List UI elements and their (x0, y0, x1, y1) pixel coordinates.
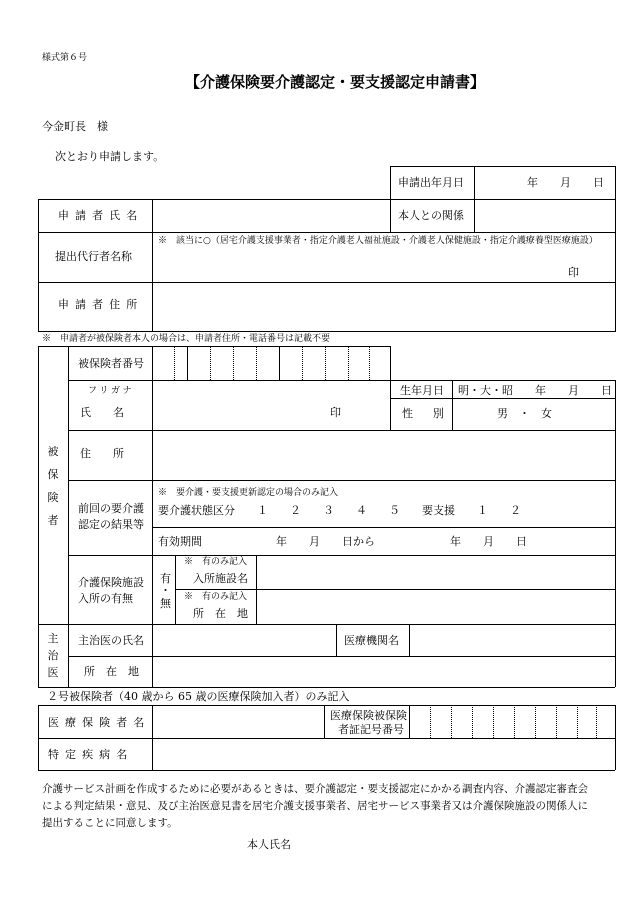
doctor-name-label: 主治医の氏名 (78, 634, 144, 647)
relation-label: 本人との関係 (398, 209, 464, 222)
insured-section-label: 被保険者 (47, 445, 59, 527)
facility-yes-option[interactable]: 有 (160, 572, 171, 585)
disease-field[interactable] (154, 739, 613, 769)
insured-number-field[interactable] (154, 347, 389, 379)
institution-label: 医療機関名 (344, 634, 399, 647)
consent-line-2: による判定結果・意見、及び主治医意見書を居宅介護支援事業者、居宅サービス事業者又は介護保険施設の関係人に (42, 800, 588, 812)
facility-no-option[interactable]: 無 (160, 597, 171, 610)
doctor-section-label: 主治医 (47, 632, 59, 679)
proxy-label: 提出代行者名称 (55, 250, 132, 263)
application-date-field[interactable]: 年 月 日 (527, 176, 604, 189)
applicant-name-label: 申請者氏名 (58, 209, 144, 222)
insured-address-field[interactable] (154, 431, 613, 479)
consent-line-1: 介護サービス計画を作成するために必要があるときは、要介護認定・要支援認定にかかる調査内容、介護認定審査会 (42, 783, 588, 795)
doctor-address-label: 所 在 地 (84, 665, 139, 678)
form-number: 様式第６号 (42, 53, 88, 63)
previous-result-label-2: 認定の結果等 (78, 518, 144, 531)
card-number-label-1: 医療保険被保険 (330, 709, 407, 722)
validity-from-field[interactable]: 年 月 日から (276, 535, 375, 548)
applicant-address-field[interactable] (154, 283, 613, 330)
consent-line-3: 提出することに同意します。 (42, 817, 178, 829)
insured-seal: 印 (330, 406, 341, 419)
insured-name-field[interactable] (154, 381, 389, 429)
facility-name-field[interactable] (258, 556, 613, 588)
facility-label-1: 介護保険施設 (78, 576, 144, 589)
facility-name-label: 入所施設名 (193, 572, 248, 585)
signature-field[interactable] (300, 834, 500, 852)
relation-field[interactable] (476, 200, 613, 231)
previous-result-note: ※ 要介護・要支援更新認定の場合のみ記入 (158, 488, 339, 498)
furigana-label: フリガナ (88, 386, 135, 396)
disease-label: 特定疾病名 (48, 748, 134, 761)
applicant-name-field[interactable] (154, 200, 388, 231)
facility-address-label: 所 在 地 (193, 607, 248, 620)
note-applicant: ※ 申請者が被保険者本人の場合は、申請者住所・電話番号は記載不要 (42, 334, 331, 344)
proxy-note: ※ 該当に○（居宅介護支援事業者・指定介護老人福祉施設・介護老人保健施設・指定介護療養型医療施設） (158, 236, 598, 246)
care-level-options[interactable]: 要介護状態区分 １ ２ ３ ４ ５ 要支援 １ ２ (158, 504, 521, 517)
insured-number-label: 被保険者番号 (78, 357, 144, 370)
insured-name-label: 氏 名 (80, 406, 124, 419)
note-secondary: ２号被保険者（40 歳から 65 歳の医療保険加入者）のみ記入 (47, 690, 350, 703)
facility-dot: ・ (160, 584, 171, 597)
doctor-address-field[interactable] (154, 657, 613, 686)
validity-to-field[interactable]: 年 月 日 (450, 535, 527, 548)
application-date-label: 申請出年月日 (398, 176, 464, 189)
addressee: 今金町長 様 (42, 120, 108, 133)
facility-label-2: 入所の有無 (78, 592, 133, 605)
validity-label: 有効期間 (158, 535, 202, 548)
facility-note-1: ※ 有のみ記入 (184, 557, 248, 567)
doctor-name-field[interactable] (154, 625, 334, 655)
insured-address-label: 住 所 (80, 447, 124, 460)
previous-result-label-1: 前回の要介護 (78, 502, 144, 515)
birth-label: 生年月日 (400, 384, 444, 397)
facility-note-2: ※ 有のみ記入 (184, 592, 248, 602)
card-number-label-2: 者証記号番号 (338, 723, 404, 736)
facility-address-field[interactable] (258, 590, 613, 623)
form-title: 【介護保険要介護認定・要支援認定申請書】 (185, 73, 486, 91)
sex-label: 性 別 (402, 407, 449, 420)
intro-text: 次とおり申請します。 (55, 150, 165, 163)
signature-label: 本人氏名 (247, 838, 291, 851)
card-number-field[interactable] (411, 706, 613, 737)
sex-field[interactable]: 男 ・ 女 (497, 407, 552, 420)
proxy-seal: 印 (568, 266, 579, 279)
applicant-address-label: 申請者住所 (58, 298, 144, 311)
insurer-field[interactable] (154, 706, 322, 737)
birth-field[interactable]: 明・大・昭 年 月 日 (458, 384, 612, 397)
institution-field[interactable] (411, 625, 613, 655)
insurer-label: 医療保険者名 (48, 716, 151, 729)
